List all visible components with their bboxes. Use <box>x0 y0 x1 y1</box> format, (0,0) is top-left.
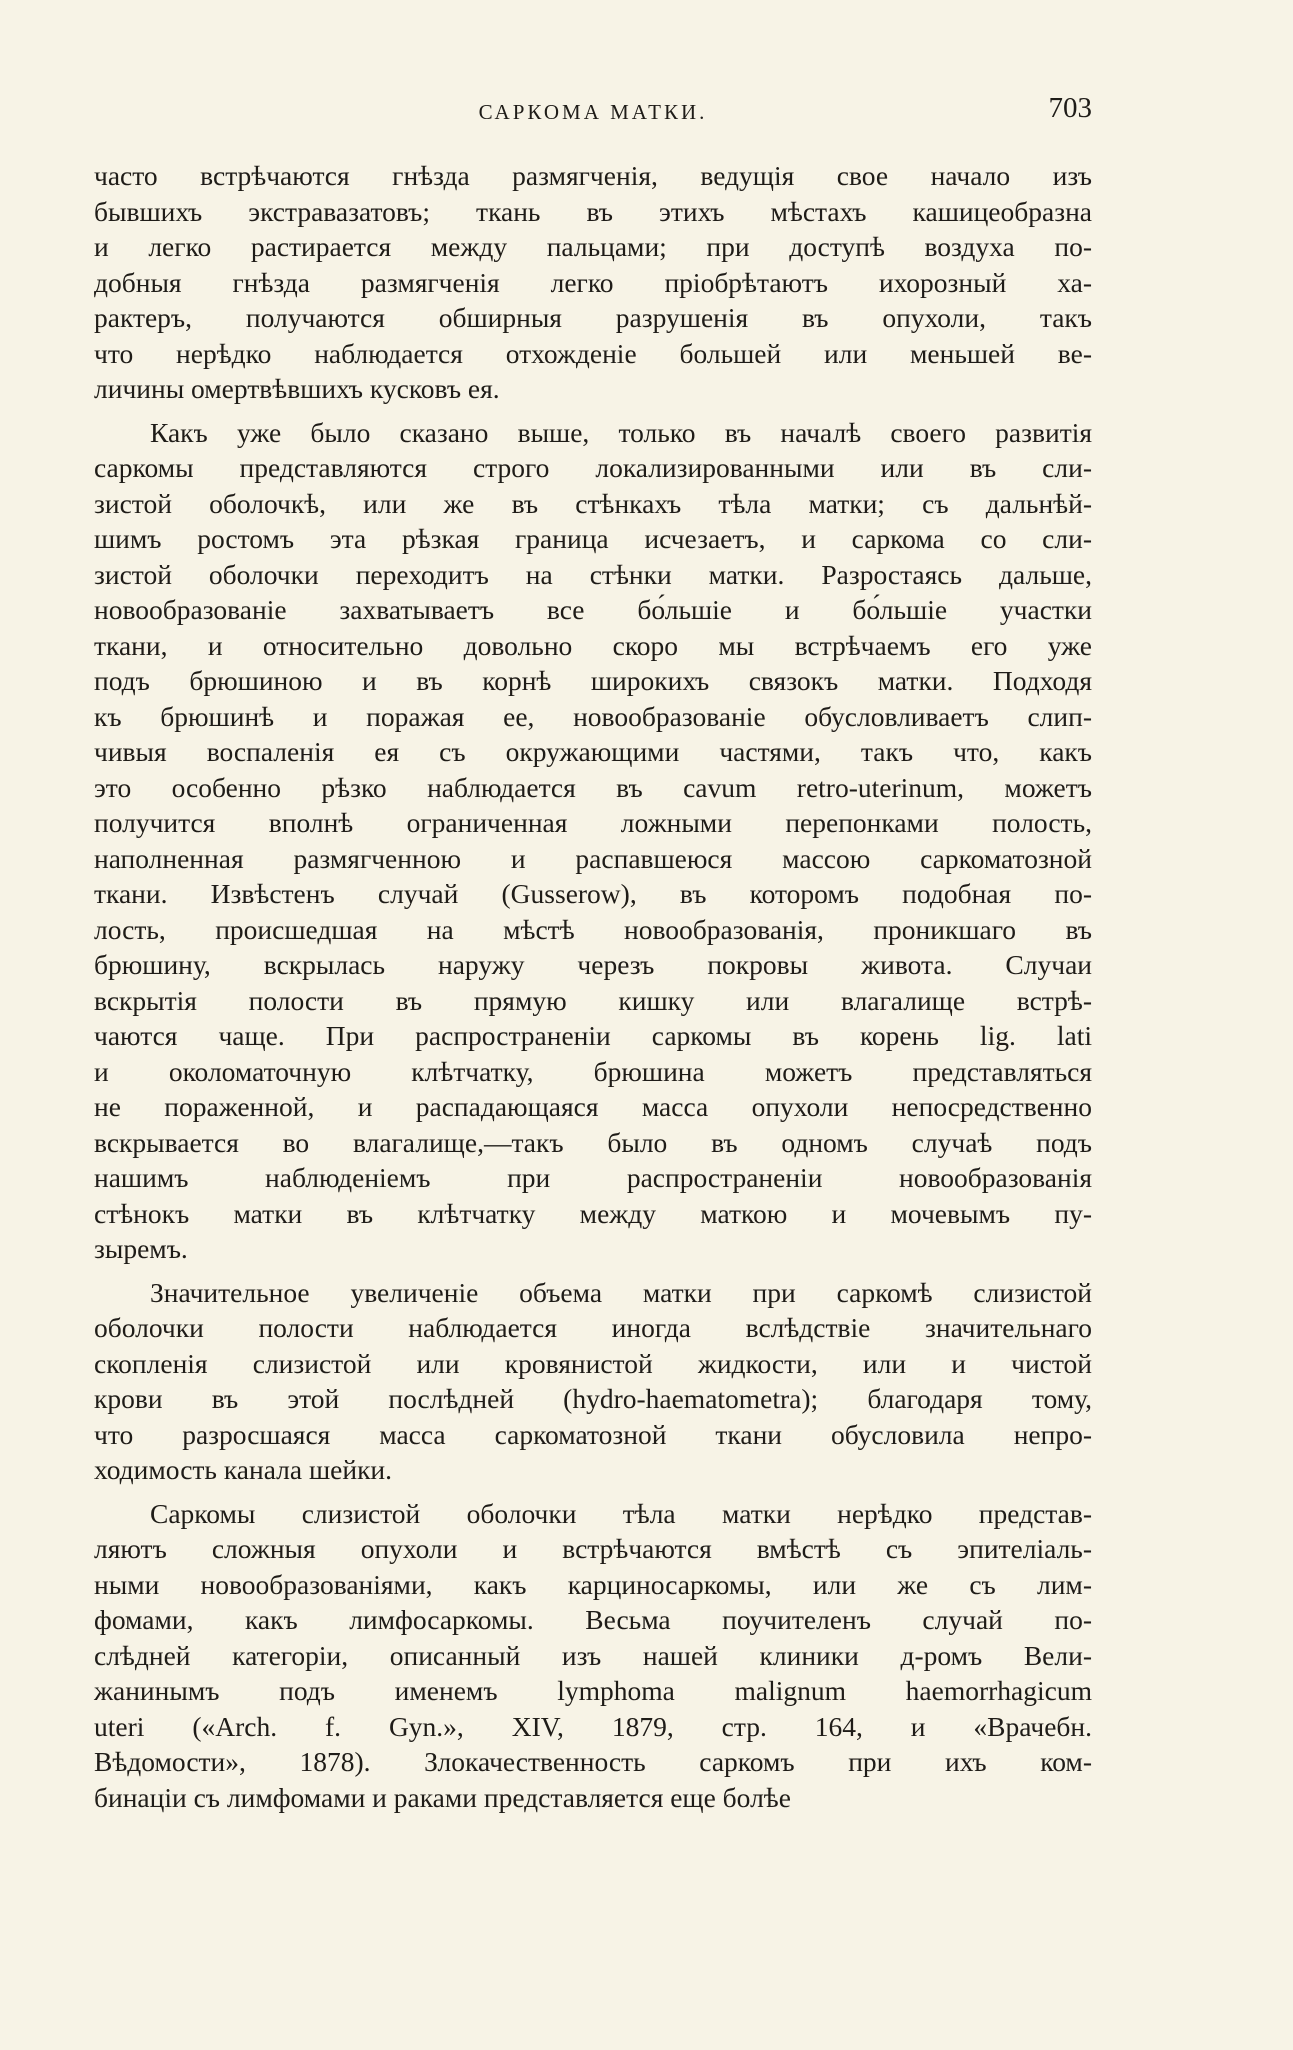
text-line: вскрывается во влагалище,—такъ было въ одномъ случаѣ подъ <box>94 1126 1092 1158</box>
paragraph <box>94 415 1092 1267</box>
text-line: ляютъ сложныя опухоли и встрѣчаются вмѣстѣ съ эпителіаль- <box>94 1533 1092 1564</box>
text-line: подъ брюшиною и въ корнѣ широкихъ связокъ матки. Подходя <box>94 665 1092 696</box>
text-line: фомами, какъ лимфосаркомы. Весьма поучителенъ случай по- <box>94 1604 1092 1635</box>
text-line: вскрытія полости въ прямую кишку или влагалище встрѣ- <box>94 984 1092 1016</box>
text-line: нашимъ наблюденіемъ при распространеніи новообразованія <box>94 1162 1092 1193</box>
paragraph <box>94 1275 1092 1488</box>
text-line: личины омертвѣвшихъ кусковъ ея. <box>94 373 500 404</box>
text-line: жанинымъ подъ именемъ lymphoma malignum haemorrhagicum <box>94 1675 1092 1706</box>
text-line: наполненная размягченною и распавшеюся массою саркоматозной <box>94 842 1092 874</box>
text-line: бинаціи съ лимфомами и раками представляется еще болѣе <box>94 1781 791 1813</box>
text-line: и околоматочную клѣтчатку, брюшина можетъ представляться <box>94 1055 1092 1087</box>
body-text <box>94 158 1092 1815</box>
text-line: uteri («Arch. f. Gyn.», XIV, 1879, стр. 164, и «Врачебн. <box>94 1710 1092 1742</box>
text-line: Саркомы слизистой оболочки тѣла матки нерѣдко представ- <box>150 1497 1092 1529</box>
text-line: скопленія слизистой или кровянистой жидкости, или и чистой <box>94 1347 1092 1379</box>
running-head <box>94 92 1092 132</box>
text-line: бывшихъ экстравазатовъ; ткань въ этихъ мѣстахъ кашицеобразна <box>94 195 1092 227</box>
text-line: оболочки полости наблюдается иногда вслѣдствіе значительнаго <box>94 1312 1092 1343</box>
running-title: САРКОМА МАТКИ. <box>478 100 708 124</box>
text-line: часто встрѣчаются гнѣзда размягченія, ведущія свое начало изъ <box>94 160 1092 191</box>
text-line: къ брюшинѣ и поражая ее, новообразованіе обусловливаетъ слип- <box>94 700 1092 732</box>
text-line: Какъ уже было сказано выше, только въ началѣ своего развитія <box>150 416 1092 448</box>
text-line: зистой оболочки переходитъ на стѣнки матки. Разростаясь дальше, <box>94 558 1092 590</box>
paragraph <box>94 158 1092 407</box>
text-line: брюшину, вскрылась наружу черезъ покровы живота. Случаи <box>94 949 1092 980</box>
text-line: Вѣдомости», 1878). Злокачественность саркомъ при ихъ ком- <box>94 1746 1092 1777</box>
text-line: не пораженной, и распадающаяся масса опухоли непосредственно <box>94 1091 1092 1122</box>
text-line: это особенно рѣзко наблюдается въ cavum retro-uterinum, можетъ <box>94 771 1092 803</box>
text-line: зистой оболочкѣ, или же въ стѣнкахъ тѣла матки; съ дальнѣй- <box>94 487 1092 519</box>
text-line: чивыя воспаленія ея съ окружающими частями, такъ что, какъ <box>94 736 1092 767</box>
page-number: 703 <box>1048 92 1092 124</box>
text-line: шимъ ростомъ эта рѣзкая граница исчезаетъ, и саркома со сли- <box>94 523 1092 554</box>
text-line: Значительное увеличеніе объема матки при саркомѣ слизистой <box>150 1276 1092 1308</box>
text-line: крови въ этой послѣдней (hydro-haematometra); благодаря тому, <box>94 1383 1092 1414</box>
text-line: ткани. Извѣстенъ случай (Gusserow), въ которомъ подобная по- <box>94 878 1092 909</box>
text-line: саркомы представляются строго локализированными или въ сли- <box>94 452 1092 483</box>
text-line: ходимость канала шейки. <box>94 1454 393 1485</box>
paragraph <box>94 1496 1092 1816</box>
text-line: стѣнокъ матки въ клѣтчатку между маткою и мочевымъ пу- <box>94 1197 1092 1229</box>
text-line: лость, происшедшая на мѣстѣ новообразованія, проникшаго въ <box>94 913 1092 945</box>
text-line: новообразованіе захватываетъ все бо́льшіе и бо́льшіе участки <box>94 594 1092 625</box>
text-line: чаются чаще. При распространеніи саркомы въ корень lig. lati <box>94 1020 1092 1051</box>
text-line: и легко растирается между пальцами; при доступѣ воздуха по- <box>94 231 1092 262</box>
text-line: что нерѣдко наблюдается отхожденіе большей или меньшей ве- <box>94 337 1092 369</box>
text-line: слѣдней категоріи, описанный изъ нашей клиники д-ромъ Вели- <box>94 1639 1092 1671</box>
text-line: рактеръ, получаются обширныя разрушенія въ опухоли, такъ <box>94 302 1092 333</box>
text-line: добныя гнѣзда размягченія легко пріобрѣтаютъ ихорозный ха- <box>94 266 1092 298</box>
text-line: получится вполнѣ ограниченная ложными перепонками полость, <box>94 807 1092 838</box>
text-line: что разросшаяся масса саркоматозной ткани обусловила непро- <box>94 1418 1092 1450</box>
text-line: ными новообразованіями, какъ карциносаркомы, или же съ лим- <box>94 1568 1092 1600</box>
text-line: ткани, и относительно довольно скоро мы встрѣчаемъ его уже <box>94 629 1092 661</box>
text-line: зыремъ. <box>94 1233 188 1264</box>
